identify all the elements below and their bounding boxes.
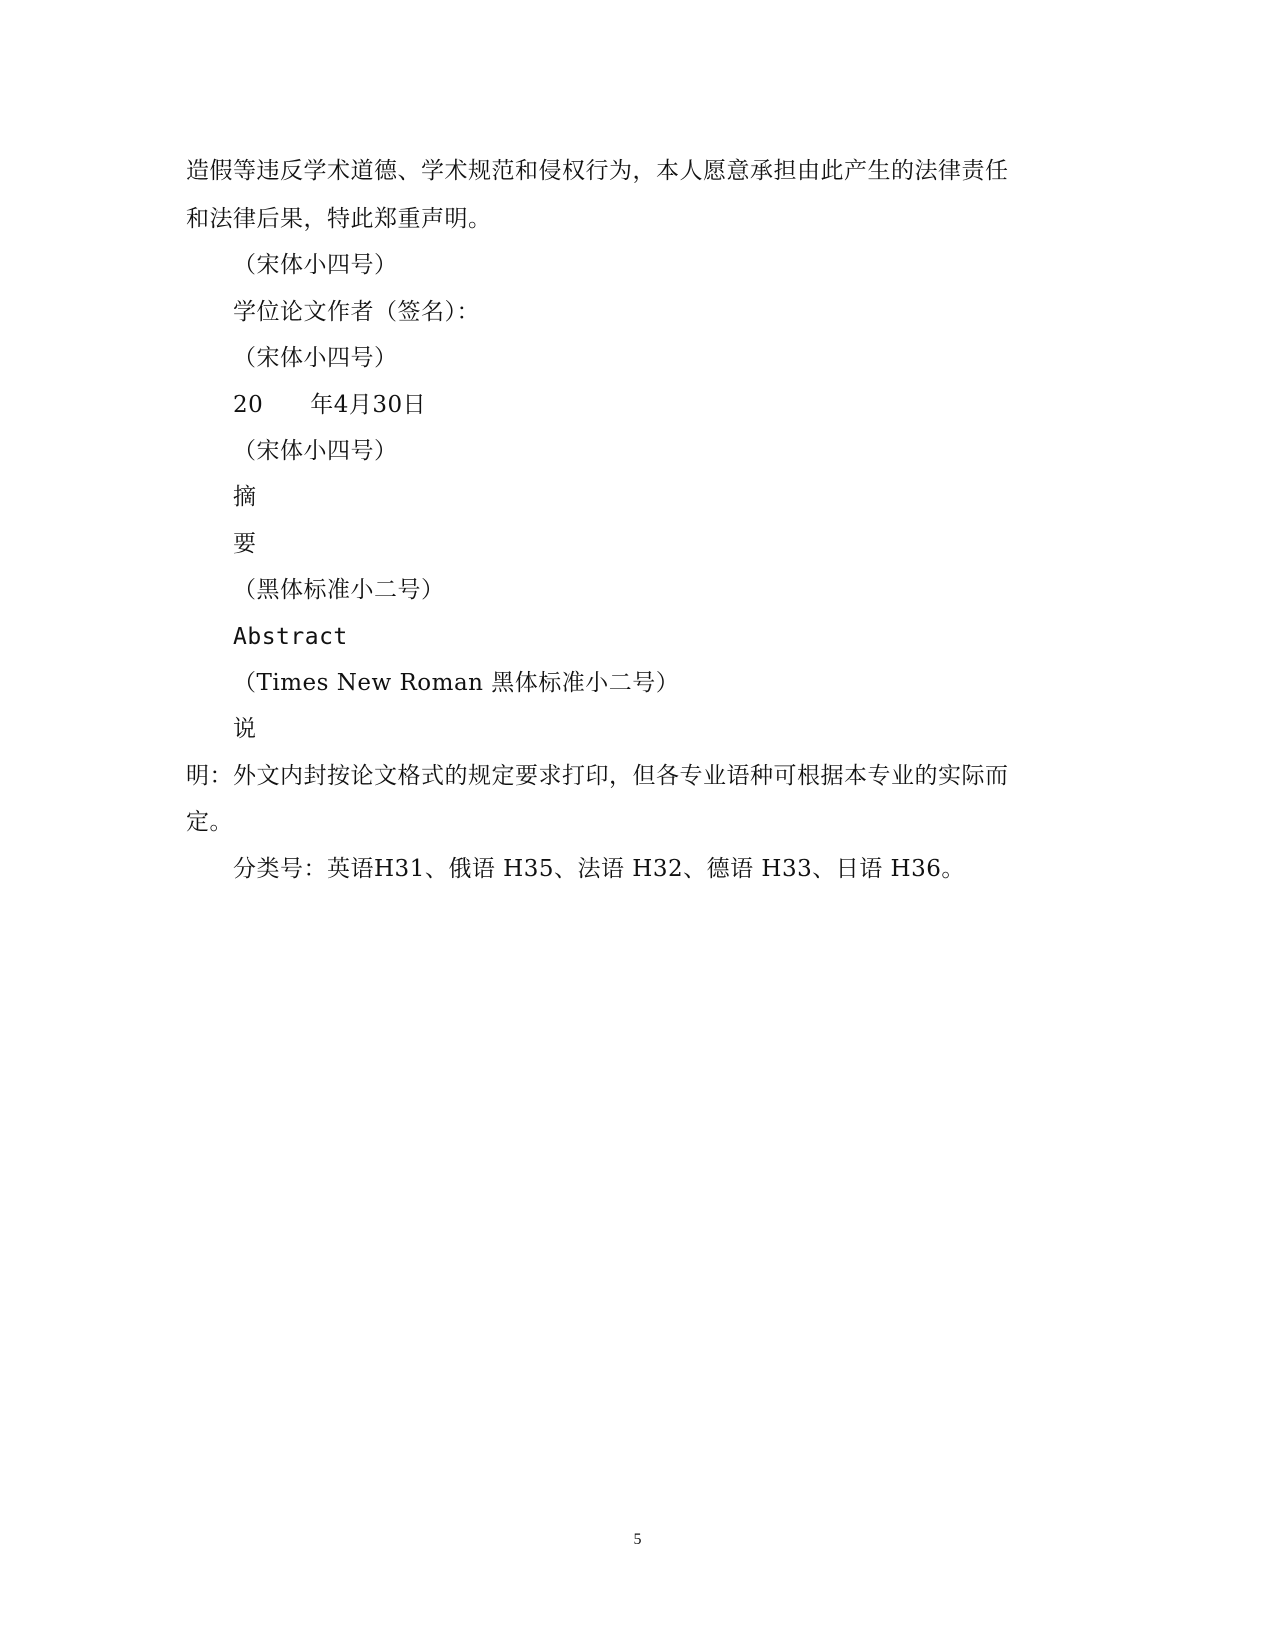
font-note: （宋体小四号） [233,252,398,278]
body-paragraph-line: 造假等违反学术道德、学术规范和侵权行为，本人愿意承担由此产生的法律责任 [186,158,1009,184]
abstract-english-heading: Abstract [233,624,348,650]
note-paragraph-line: 明：外文内封按论文格式的规定要求打印，但各专业语种可根据本专业的实际而 [186,763,1009,789]
note-paragraph-line: 定。 [186,809,233,835]
abstract-heading-char-1: 摘 [233,484,257,510]
date-line: 20 年4月30日 [233,392,427,418]
author-signature-label: 学位论文作者（签名）： [233,299,480,325]
font-note: （宋体小四号） [233,438,398,464]
body-paragraph-line: 和法律后果，特此郑重声明。 [186,206,492,232]
classification-line: 分类号：英语H31、俄语 H35、法语 H32、德语 H33、日语 H36。 [233,856,965,882]
font-note: （宋体小四号） [233,345,398,371]
font-note: （Times New Roman 黑体标准小二号） [233,670,680,696]
page-number: 5 [633,1531,642,1548]
abstract-heading-char-2: 要 [233,531,257,557]
font-note: （黑体标准小二号） [233,577,445,603]
note-heading-char: 说 [233,716,257,742]
